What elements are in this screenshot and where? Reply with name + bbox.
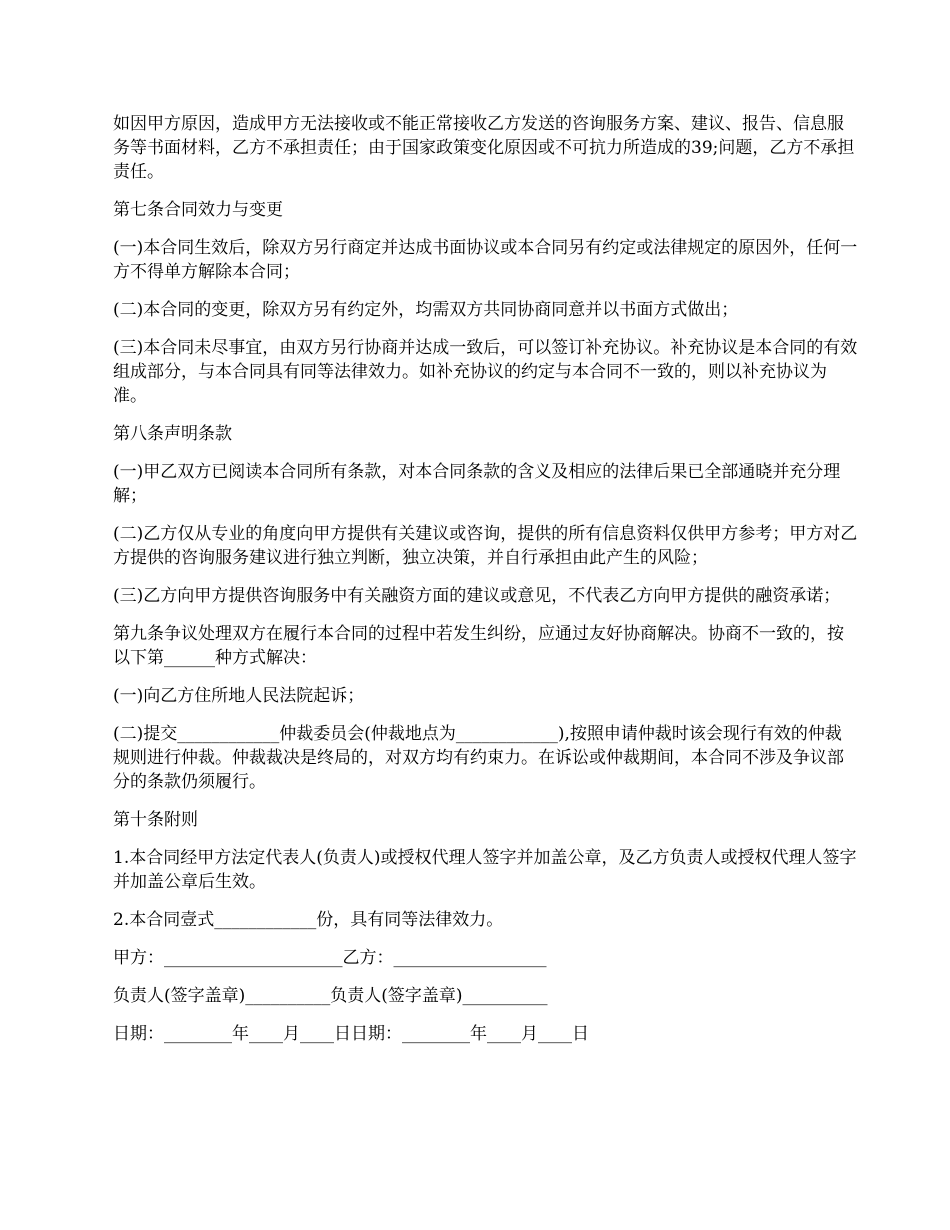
heading-article-7: 第七条合同效力与变更 [113, 200, 283, 220]
paragraph-7-1: (一)本合同生效后，除双方另行商定并达成书面协议或本合同另有约定或法律规定的原因外，任何一方不得单方解除本合同； [113, 238, 858, 282]
heading-article-8: 第八条声明条款 [113, 424, 232, 444]
signature-responsible-line: 负责人(签字盖章)__________负责人(签字盖章)__________ [113, 986, 548, 1006]
paragraph-9-2: (二)提交____________仲裁委员会(仲裁地点为____________),按照申请仲裁时该会现行有效的仲裁规则进行仲裁。仲裁裁决是终局的，对双方均有约束力。在诉讼或仲裁期间，本合同不涉及争议部分的条款仍须履行。 [113, 724, 844, 792]
paragraph-9-1: (一)向乙方住所地人民法院起诉； [113, 686, 365, 706]
paragraph-8-1: (一)甲乙双方已阅读本合同所有条款，对本合同条款的含义及相应的法律后果已全部通晓并充分理解； [113, 462, 841, 506]
paragraph-8-2: (二)乙方仅从专业的角度向甲方提供有关建议或咨询，提供的所有信息资料仅供甲方参考；甲方对乙方提供的咨询服务建议进行独立判断，独立决策，并自行承担由此产生的风险； [113, 524, 858, 568]
paragraph-liability: 如因甲方原因，造成甲方无法接收或不能正常接收乙方发送的咨询服务方案、建议、报告、信息服务等书面材料，乙方不承担责任；由于国家政策变化原因或不可抗力所造成的39;问题，乙方不承担责任。 [113, 114, 855, 182]
signature-date-line: 日期：________年____月____日日期：________年____月____日 [113, 1024, 589, 1044]
paragraph-7-3: (三)本合同未尽事宜，由双方另行协商并达成一致后，可以签订补充协议。补充协议是本合同的有效组成部分，与本合同具有同等法律效力。如补充协议的约定与本合同不一致的，则以补充协议为准。 [113, 338, 858, 406]
heading-article-10: 第十条附则 [113, 810, 198, 830]
paragraph-article-9: 第九条争议处理双方在履行本合同的过程中若发生纠纷，应通过友好协商解决。协商不一致的，按以下第______种方式解决： [113, 624, 844, 668]
document-body [113, 112, 858, 1060]
paragraph-10-1: 1.本合同经甲方法定代表人(负责人)或授权代理人签字并加盖公章，及乙方负责人或授权代理人签字并加盖公章后生效。 [113, 848, 857, 892]
paragraph-10-2: 2.本合同壹式____________份，具有同等法律效力。 [113, 910, 504, 930]
signature-parties-line: 甲方：_____________________乙方：__________________ [113, 948, 547, 968]
paragraph-7-2: (二)本合同的变更，除双方另有约定外，均需双方共同协商同意并以书面方式做出； [113, 300, 739, 320]
paragraph-8-3: (三)乙方向甲方提供咨询服务中有关融资方面的建议或意见，不代表乙方向甲方提供的融资承诺； [113, 586, 841, 606]
